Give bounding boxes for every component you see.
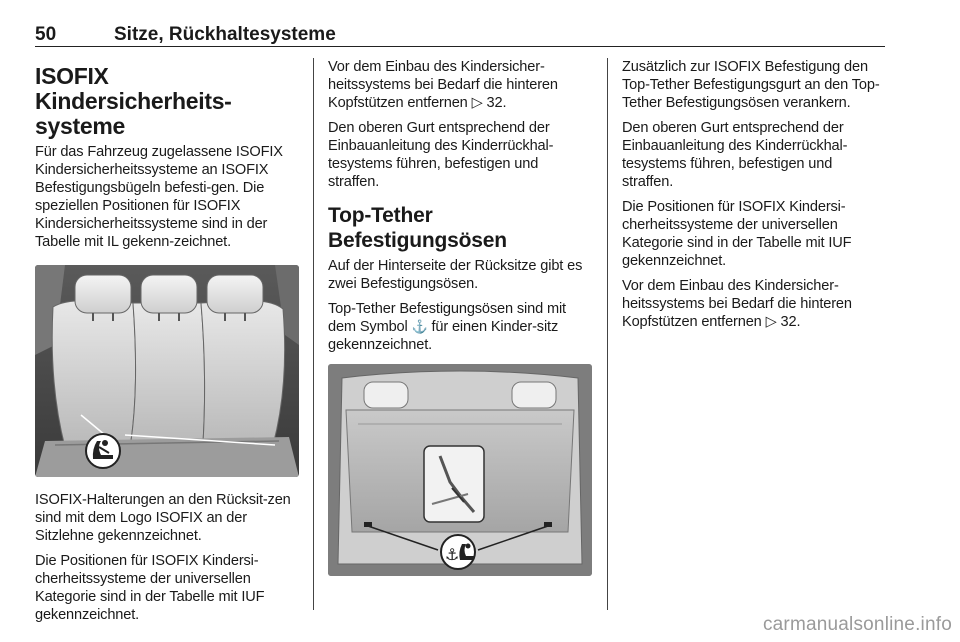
column-2 [328, 58, 592, 576]
paragraph-isofix-positions-2: Die Positionen für ISOFIX Kindersi-cherheitssysteme der universellen Kategorie sind in der Tabelle mit IUF gekennzeichnet. [622, 199, 852, 269]
paragraph-remove-headrests: Vor dem Einbau des Kindersicher-heitssystems bei Bedarf die hinteren Kopfstützen entfernen ▷ 32. [328, 59, 558, 111]
isofix-logo-icon [86, 434, 120, 468]
paragraph-upper-belt: Den oberen Gurt entsprechend der Einbauanleitung des Kinderrückhal-tesystems führen, befestigen und straffen. [328, 120, 554, 190]
watermark: carmanualsonline.info [762, 614, 952, 635]
paragraph-tether-symbol: Top-Tether Befestigungsösen sind mit dem Symbol ⚓ für einen Kinder-sitz gekennzeichnet. [328, 301, 566, 353]
paragraph-upper-belt-2: Den oberen Gurt entsprechend der Einbauanleitung des Kinderrückhal-tesystems führen, befestigen und straffen. [622, 120, 848, 190]
arrow-ref-icon: ▷ [471, 95, 483, 111]
paragraph-remove-headrests-2: Vor dem Einbau des Kindersicher-heitssystems bei Bedarf die hinteren Kopfstützen entfernen ▷ 32. [622, 278, 852, 330]
page-number: 50 [35, 24, 57, 45]
paragraph-isofix-intro: Für das Fahrzeug zugelassene ISOFIX Kindersicherheitssysteme an ISOFIX Befestigungsbügeln befesti-gen. Die speziellen Positionen für ISOFIX Kindersicherheitssysteme sind in der Tabelle mit IL gekenn-zeichnet. [35, 144, 283, 250]
paragraph-tether-anchor: Zusätzlich zur ISOFIX Befestigung den Top-Tether Befestigungsgurt an den Top-Tether Befestigungsösen verankern. [622, 59, 880, 111]
chapter-title: Sitze, Rückhaltesysteme [114, 24, 336, 45]
svg-text:⚓: ⚓ [445, 545, 460, 564]
column-3 [622, 58, 886, 338]
rear-seats-isofix-figure [35, 265, 299, 477]
page-header [35, 10, 885, 47]
section-heading-isofix: ISOFIX Kindersicherheits- systeme [35, 63, 232, 139]
column-1 [35, 58, 299, 624]
top-tether-icon: ⚓ [411, 319, 428, 334]
trunk-top-tether-figure [328, 364, 592, 576]
paragraph-isofix-positions: Die Positionen für ISOFIX Kindersi-cherheitssysteme der universellen Kategorie sind in der Tabelle mit IUF gekennzeichnet. [35, 553, 265, 623]
figure-caption-isofix: ISOFIX-Halterungen an den Rücksit-zen sind mit dem Logo ISOFIX an der Sitzlehne gekennzeichnet. [35, 492, 291, 544]
paragraph-tether-eyes: Auf der Hinterseite der Rücksitze gibt es zwei Befestigungsösen. [328, 258, 583, 292]
column-divider-1 [313, 58, 314, 610]
arrow-ref-icon: ▷ [765, 314, 777, 330]
section-heading-top-tether: Top-Tether Befestigungsösen [328, 204, 507, 252]
top-tether-symbol-figure-icon [441, 535, 475, 569]
column-divider-2 [607, 58, 608, 610]
